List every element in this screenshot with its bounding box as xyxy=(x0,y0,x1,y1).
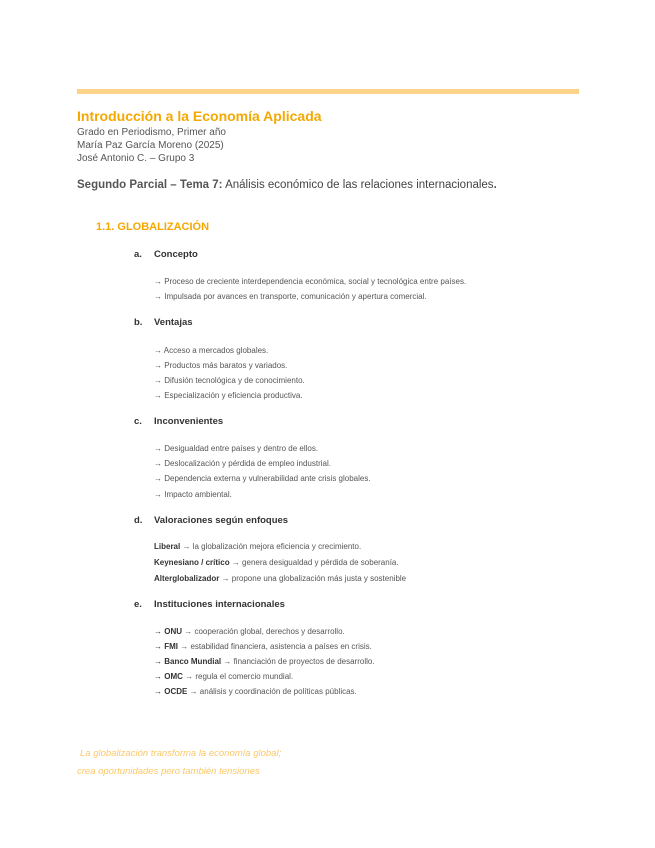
item-label: Liberal xyxy=(154,542,181,551)
list-item: → Especialización y eficiencia productiva. xyxy=(154,391,303,400)
list-item xyxy=(154,641,372,652)
list-item: → Productos más baratos y variados. xyxy=(154,361,288,370)
subject-label: Segundo Parcial – Tema 7: xyxy=(77,179,223,191)
item-text: → la globalización mejora eficiencia y crecimiento. xyxy=(180,542,362,551)
list-item: → Proceso de creciente interdependencia económica, social y tecnológica entre países. xyxy=(154,277,467,286)
subsection-heading-instituciones xyxy=(134,599,285,610)
subsection-heading-ventajas xyxy=(134,317,193,328)
item-text: → propone una globalización más justa y sostenible xyxy=(219,574,407,583)
subsection-title: Ventajas xyxy=(154,317,193,328)
author-line: María Paz García Moreno (2025) xyxy=(77,140,224,151)
subject-text: Análisis económico de las relaciones internacionales xyxy=(222,179,494,191)
list-item: → Dependencia externa y vulnerabilidad ante crisis globales. xyxy=(154,474,371,483)
subsection-title: Concepto xyxy=(154,249,198,260)
subsection-title: Instituciones internacionales xyxy=(154,599,285,610)
document-title: Introducción a la Economía Aplicada xyxy=(77,108,322,124)
list-item xyxy=(154,557,399,568)
closing-quote-line-2: crea oportunidades pero también tensiones xyxy=(77,766,260,777)
list-item: → Difusión tecnológica y de conocimiento. xyxy=(154,376,305,385)
item-text: → análisis y coordinación de políticas públicas. xyxy=(187,687,357,696)
item-label: → Banco Mundial xyxy=(154,657,222,666)
list-item: → Deslocalización y pérdida de empleo industrial. xyxy=(154,459,331,468)
list-item xyxy=(154,541,361,552)
subsection-letter: b. xyxy=(134,317,143,328)
subsection-letter: d. xyxy=(134,515,143,526)
course-line: Grado en Periodismo, Primer año xyxy=(77,127,226,138)
list-item: → Impacto ambiental. xyxy=(154,490,232,499)
list-item xyxy=(154,626,345,637)
item-label: Alterglobalizador xyxy=(154,574,220,583)
item-label: → OCDE xyxy=(154,687,188,696)
subsection-letter: c. xyxy=(134,416,142,427)
item-text: → genera desigualdad y pérdida de soberanía. xyxy=(229,558,399,567)
item-label: → ONU xyxy=(154,627,182,636)
subsection-heading-inconvenientes xyxy=(134,416,223,427)
item-label: → OMC xyxy=(154,672,183,681)
subsection-letter: e. xyxy=(134,599,142,610)
list-item: → Desigualdad entre países y dentro de ellos. xyxy=(154,444,319,453)
subsection-title: Inconvenientes xyxy=(154,416,224,427)
subsection-title: Valoraciones según enfoques xyxy=(154,515,289,526)
header-accent-bar xyxy=(77,89,579,94)
list-item xyxy=(154,686,357,697)
subject-line xyxy=(77,179,497,191)
list-item xyxy=(154,573,406,584)
item-text: → estabilidad financiera, asistencia a países en crisis. xyxy=(178,642,372,651)
subsection-heading-valoraciones xyxy=(134,515,288,526)
closing-quote-line-1: La globalización transforma la economía global; xyxy=(80,748,282,759)
teacher-line: José Antonio C. – Grupo 3 xyxy=(77,153,195,164)
section-title: 1.1. GLOBALIZACIÓN xyxy=(96,221,210,233)
list-item: → Impulsada por avances en transporte, comunicación y apertura comercial. xyxy=(154,292,427,301)
item-label: → FMI xyxy=(154,642,178,651)
item-text: → regula el comercio mundial. xyxy=(182,672,294,681)
subsection-letter: a. xyxy=(134,249,142,260)
list-item xyxy=(154,656,375,667)
item-text: → cooperación global, derechos y desarrollo. xyxy=(182,627,345,636)
item-text: → financiación de proyectos de desarrollo. xyxy=(221,657,375,666)
list-item xyxy=(154,671,293,682)
subsection-heading-concepto xyxy=(134,249,198,260)
list-item: → Acceso a mercados globales. xyxy=(154,346,269,355)
subject-end: . xyxy=(493,179,497,191)
item-label: Keynesiano / crítico xyxy=(154,558,230,567)
